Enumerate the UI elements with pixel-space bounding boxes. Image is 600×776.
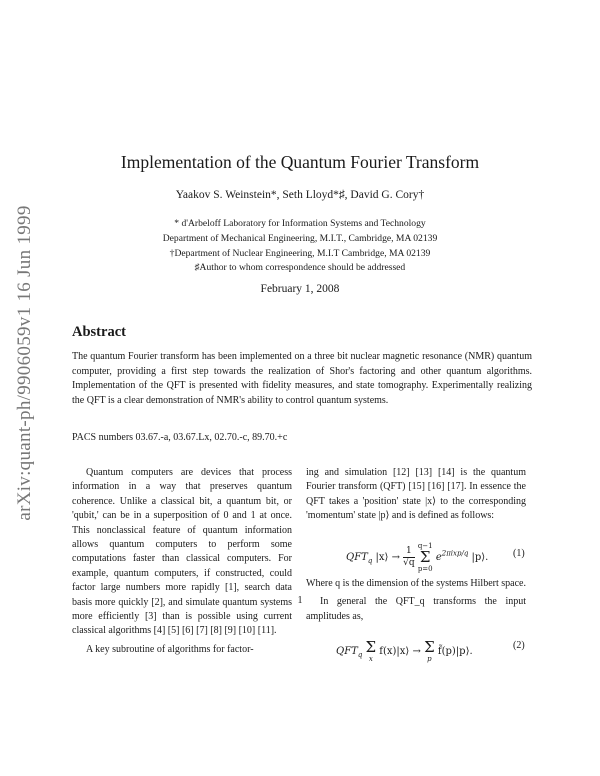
affiliation-3: †Department of Nuclear Engineering, M.I.T Cambridge, MA 02139 xyxy=(169,248,431,259)
affiliation-4: ♯Author to whom correspondence should be addressed xyxy=(194,262,406,273)
equation-1-number: (1) xyxy=(513,548,525,559)
page-number: 1 xyxy=(297,595,303,606)
affiliation-2: Department of Mechanical Engineering, M.I.T., Cambridge, MA 02139 xyxy=(162,233,438,244)
paper-date: February 1, 2008 xyxy=(260,283,340,295)
equation-1: $QFT_q$ |x⟩ → $\frac{1}{√q} q-1$ Σ p=0 $e^{2\pi ixp/q}$ |p⟩. xyxy=(346,542,489,573)
eq2-summation-2: Σ p xyxy=(424,638,435,663)
eq2-summation-1: Σ x xyxy=(365,638,377,663)
right-paragraph-3: In general the QFT_q transforms the input amplitudes as, xyxy=(306,596,526,622)
abstract-heading: Abstract xyxy=(72,324,126,340)
equation-2: $QFT_q$ Σ x f(x)|x⟩ → Σ p f̃(p)|p⟩. xyxy=(336,638,473,663)
right-paragraph-1: ing and simulation [12] [13] [14] is the quantum Fourier transform (QFT) [15] [16] [17]. In essence the QFT takes a 'position' state |x⟩ to the corresponding 'momentum' state |p⟩ and is defined as follows: xyxy=(306,467,526,522)
paper-title: Implementation of the Quantum Fourier Transform xyxy=(120,152,480,172)
abstract-text: The quantum Fourier transform has been implemented on a three bit nuclear magnetic resonance (NMR) quantum computer, providing a first step towards the realization of Shor's factoring and other quantum algorithms. Implementation of the QFT is presented with fidelity measures, and state tomography. Experimentally realizing the QFT is a clear demonstration of NMR's ability to control quantum systems. xyxy=(72,351,532,406)
left-paragraph-1: Quantum computers are devices that process information in a way that preserves quantum coherence. Unlike a classical bit, a quantum bit, or 'qubit,' can be in a superposition of 0 and 1 at once. This nonclassical feature of quantum information allows quantum computers to perform some computations faster than classical computers. For example, quantum computers, if constructed, could factor large numbers more rapidly [1], search data basis more quickly [2], and simulate quantum systems more efficiently [3] than is possible using current classical algorithms [4] [5] [6] [7] [8] [9] [10] [11]. xyxy=(72,467,292,637)
pacs-numbers: PACS numbers 03.67.-a, 03.67.Lx, 02.70.-c, 89.70.+c xyxy=(72,432,288,443)
right-column-top xyxy=(306,466,526,524)
left-column xyxy=(72,466,292,657)
affiliation-1: * d'Arbeloff Laboratory for Information Systems and Technology xyxy=(174,218,426,229)
arxiv-identifier-text: arXiv:quant-ph/9906059v1 16 Jun 1999 xyxy=(14,205,35,521)
right-paragraph-2: Where q is the dimension of the systems Hilbert space. xyxy=(306,578,526,589)
eq1-summation: q−1 Σ p=0 xyxy=(417,542,433,573)
eq1-fraction: $\frac{1}{√q}$ xyxy=(403,546,415,568)
equation-2-number: (2) xyxy=(513,640,525,651)
paper-authors: Yaakov S. Weinstein*, Seth Lloyd*♯, David G. Cory† xyxy=(175,189,425,201)
left-paragraph-2: A key subroutine of algorithms for factor- xyxy=(86,643,254,655)
